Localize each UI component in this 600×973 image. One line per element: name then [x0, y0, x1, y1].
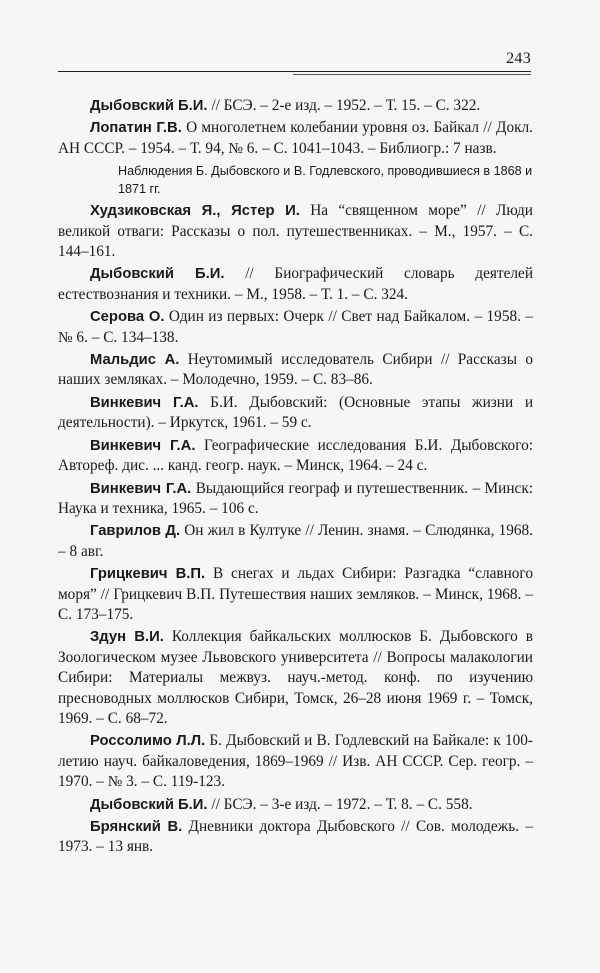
entry-author: Мальдис А.	[90, 352, 180, 369]
header-rule	[58, 71, 531, 72]
entry-text: На “священном море” // Люди великой отваги: Рассказы о пол. путешественниках. – М., 1957. – С. 144–161.	[58, 202, 533, 261]
entry-author: Худзиковская Я., Ястер И.	[90, 203, 300, 220]
page-header	[58, 50, 531, 76]
bibliography-entry	[58, 436, 533, 477]
entry-author: Здун В.И.	[90, 629, 164, 646]
bibliography-entry	[58, 201, 533, 262]
bibliography-entry	[58, 264, 533, 305]
bibliography-entry	[58, 817, 533, 858]
entry-author: Брянский В.	[90, 819, 183, 835]
entry-annotation: Наблюдения Б. Дыбовского и В. Годлевского, проводившиеся в 1868 и 1871 гг.	[118, 164, 533, 197]
bibliography-entry	[58, 731, 533, 792]
bibliography-entry	[58, 795, 533, 815]
entry-author: Дыбовский Б.И.	[90, 796, 208, 813]
bibliography-entry	[58, 393, 533, 434]
bibliography-entry	[58, 479, 533, 520]
entry-author: Винкевич Г.А.	[90, 480, 192, 497]
entry-text: Он жил в Култуке // Ленин. знамя. – Слюдянка, 1968. – 8 авг.	[58, 522, 533, 560]
entry-text: В снегах и льдах Сибири: Разгадка “славного моря” // Грицкевич В.П. Путешествия наших земляков. – Минск, 1968. – С. 173–175.	[58, 565, 533, 623]
entry-text: Коллекция байкальских моллюсков Б. Дыбовского в Зоологическом музее Львовского университета // Вопросы малакологии Сибири: Материалы межвуз. науч.-метод. конф. по изучению пресноводных моллюсков Сибири, Томск, 26–28 июня 1969 г. – Томск, 1969. – С. 68–72.	[58, 628, 534, 727]
entry-text: // БСЭ. – 2-е изд. – 1952. – Т. 15. – С. 322.	[211, 97, 481, 114]
entry-text: Неутомимый исследователь Сибири // Рассказы о наших земляках. – Молодечно, 1959. – С. 83–86.	[58, 351, 534, 389]
bibliography-entry	[58, 350, 533, 391]
bibliography-entry	[58, 118, 533, 159]
page-number: 243	[506, 50, 531, 67]
entry-author: Дыбовский Б.И.	[90, 98, 208, 114]
entry-text: Дневники доктора Дыбовского // Сов. молодежь. – 1973. – 13 янв.	[58, 818, 533, 856]
entry-author: Лопатин Г.В.	[90, 120, 182, 137]
entry-text: Географические исследования Б.И. Дыбовского: Автореф. дис. ... канд. геогр. наук. – Минск, 1964. – 24 с.	[58, 436, 533, 475]
bibliography-entry	[58, 564, 533, 625]
entry-author: Россолимо Л.Л.	[90, 733, 206, 750]
entry-text: Один из первых: Очерк // Свет над Байкалом. – 1958. – № 6. – С. 134–138.	[58, 308, 534, 346]
bibliography-entry	[58, 627, 533, 729]
bibliography-list	[58, 96, 533, 858]
entry-text: // БСЭ. – 3-е изд. – 1972. – Т. 8. – С. 558.	[211, 795, 473, 813]
entry-author: Дыбовский Б.И.	[90, 266, 225, 283]
entry-author: Серова О.	[90, 309, 165, 326]
entry-text: // Биографический словарь деятелей естествознания и техники. – М., 1958. – Т. 1. – С. 324.	[58, 265, 534, 303]
bibliography-entry	[58, 96, 533, 116]
header-rule-secondary	[293, 74, 531, 75]
entry-text: Б.И. Дыбовский: (Основные этапы жизни и деятельности). – Иркутск, 1961. – 59 с.	[58, 393, 534, 432]
entry-text: Выдающийся географ и путешественник. – Минск: Наука и техника, 1965. – 106 с.	[58, 479, 534, 517]
bibliography-entry	[58, 521, 533, 562]
entry-text: Б. Дыбовский и В. Годлевский на Байкале: к 100-летию науч. байкаловедения, 1869–1969 // Изв. АН СССР. Сер. геогр. – 1970. – № 3. – С. 119-123.	[58, 732, 534, 791]
bibliography-entry	[58, 307, 533, 348]
entry-author: Винкевич Г.А.	[90, 437, 196, 454]
entry-text: О многолетнем колебании уровня оз. Байкал // Докл. АН СССР. – 1954. – Т. 94, № 6. – С. 1041–1043. – Библиогр.: 7 назв.	[58, 119, 533, 157]
entry-author: Винкевич Г.А.	[90, 394, 199, 411]
entry-author: Грицкевич В.П.	[90, 566, 206, 583]
entry-author: Гаврилов Д.	[90, 523, 181, 540]
